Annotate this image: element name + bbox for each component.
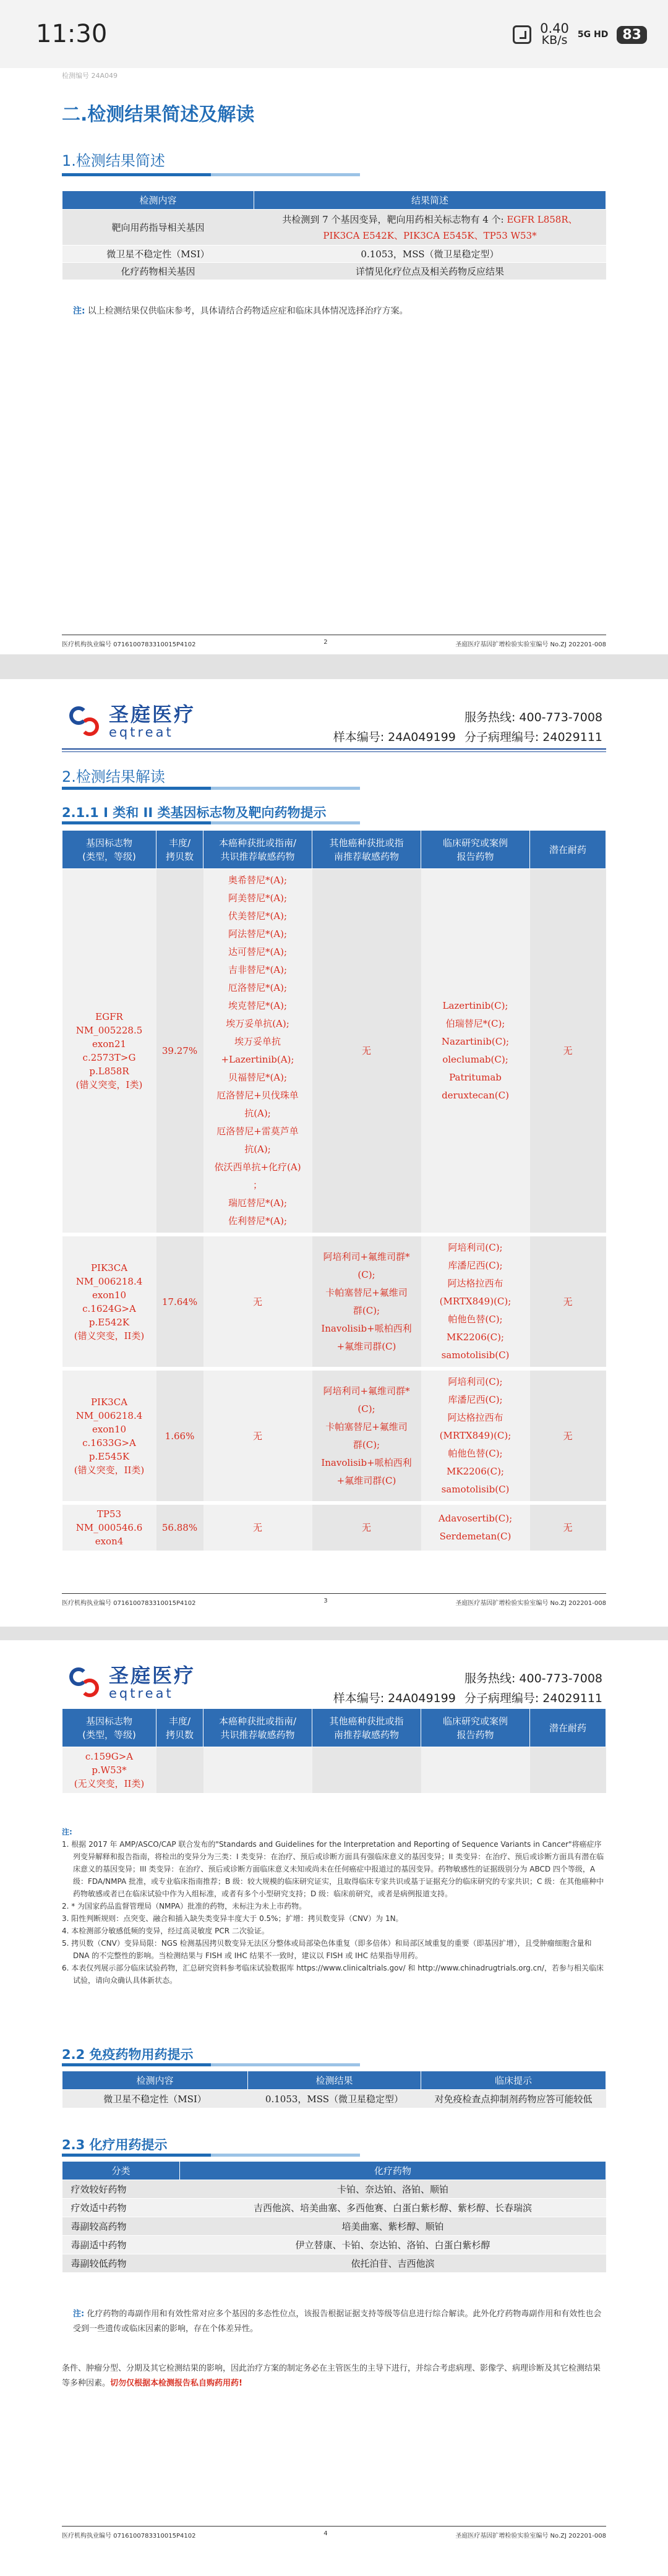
header-cell: 结果简述 xyxy=(254,191,606,210)
resistance-cell: 无 xyxy=(530,1503,606,1551)
header-divider xyxy=(62,748,606,750)
note-item: 1. 根据 2017 年 AMP/ASCO/CAP 联合发布的"Standards and Guidelines for the Interpretation and Reporting of Sequence Variants in Cancer"将癌症序列变异解释和报告指南，将检出的变异分为三类：I 类变异：在治疗、预后或诊断方面具有强临床意义的基因变异；II 类变异：在治疗、预后或诊断方面具有潜在临床意义的基因变异；III 类变异：在治疗、预后或诊断方面临床意义未知或尚未在任何癌症中报道过的基因变异。药物敏感性的证据级别分为 ABCD 四个等级，A 级：FDA/NMPA 批准，或专业临床指南推荐；B 级：较大规模的临床研究证实，且取得临床专家共识或基于证据充分的临床研究的专家共识；C 级：在其他癌种中药物敏感或者已在临床试验中作为入组标准，或者有多个小型研究支持；D 级：临床前研究，或者是病例报道支持。 xyxy=(62,1840,604,1898)
chemo-note: 注: 化疗药物的毒副作用和有效性常对应多个基因的多态性位点，该报告根据证据支持等级等信息进行综合解读。此外化疗药物毒副作用和有效性也会受到一些遗传或临床因素的影响，存在个体差异性。 xyxy=(73,2309,602,2334)
other-cancer-drugs-cell: 无 xyxy=(312,869,421,1235)
header-cell: 分类 xyxy=(62,2162,180,2180)
page-footer: 医疗机构执业编号 0716100783310015P4102 2 圣庭医疗基因扩增检验实验室编号 No.ZJ 202201-008 xyxy=(62,635,606,648)
signal-icon: 5G HD xyxy=(577,30,609,40)
same-cancer-drugs-cell: 奥希替尼*(A); 阿美替尼*(A); 伏美替尼*(A); 阿法替尼*(A); 达可替尼*(A); 吉非替尼*(A); 厄洛替尼*(A); 埃克替尼*(A); 埃万妥单抗(A); 埃万妥单抗 +Lazertinib(A); 贝福替尼*(A); 厄洛替尼+贝伐珠单 抗(A); 厄洛替尼+雷莫芦单 抗(A); 依沃西单抗+化疗(A) ； 瑞厄替尼*(A); 佐利替尼*(A); xyxy=(203,869,312,1235)
other-cancer-drugs-cell: 无 xyxy=(312,1503,421,1551)
resistance-cell: 无 xyxy=(530,1369,606,1503)
note-item: 5. 拷贝数（CNV）变异局限：NGS 检测基因拷贝数变异无法区分整体或局部染色体重复（即多倍体）和局部区域重复的重要（即基因扩增），且受肿瘤细胞含量和 DNA 的不完整性的影响。当检测结果与 FISH 或 IHC 结果不一致时，建议以 FISH 或 IHC 结果指导用药。 xyxy=(62,1939,592,1960)
abundance-cell: 39.27% xyxy=(156,869,203,1235)
alarm-icon xyxy=(513,25,531,44)
table-cell xyxy=(203,1747,312,1794)
table-row: 毒副较高药物 培美曲塞、紫杉醇、顺铂 xyxy=(62,2217,606,2236)
table-cell: 0.1053，MSS（微卫星稳定型） xyxy=(254,246,606,263)
table-row xyxy=(62,2090,606,2108)
logo-mark-icon xyxy=(67,1665,103,1701)
same-cancer-drugs-cell: 无 xyxy=(203,1369,312,1503)
disclaimer: 条件、肿瘤分型、分期及其它检测结果的影响，因此治疗方案的制定务必在主管医生的主导下进行，并综合考虑病理、影像学、病理诊断及其它检测结果等多种因素。切勿仅根据本检测报告私自购药用药! xyxy=(62,2364,601,2388)
status-bar xyxy=(0,0,668,68)
clinical-drugs-cell: 阿培利司(C); 库潘尼西(C); 阿达格拉西布 (MRTX849)(C); 帕他色替(C); MK2206(C); samotolisib(C) xyxy=(421,1235,530,1369)
status-icons xyxy=(513,21,647,48)
table-row xyxy=(62,246,606,263)
clinical-drugs-cell: 阿培利司(C); 库潘尼西(C); 阿达格拉西布 (MRTX849)(C); 帕他色替(C); MK2206(C); samotolisib(C) xyxy=(421,1369,530,1503)
header-cell: 潜在耐药 xyxy=(530,1709,606,1747)
page-footer: 医疗机构执业编号 0716100783310015P4102 4 圣庭医疗基因扩增检验实验室编号 No.ZJ 202201-008 xyxy=(62,2526,606,2540)
table-cell: 对免疫检查点抑制剂药物应答可能较低 xyxy=(421,2090,606,2108)
report-page-3 xyxy=(0,679,668,1627)
abundance-cell: 1.66% xyxy=(156,1369,203,1503)
company-logo: 圣庭医疗 eqtreat xyxy=(67,1665,195,1701)
chemo-table xyxy=(62,2161,606,2273)
header-cell: 基因标志物 (类型，等级) xyxy=(62,831,156,869)
network-speed: 0.40 KB/s xyxy=(540,21,569,47)
table-cell: 微卫星不稳定性（MSI） xyxy=(62,246,254,263)
table-row xyxy=(62,1747,606,1794)
table-row xyxy=(62,1503,606,1551)
header-cell: 其他癌种获批或指 南推荐敏感药物 xyxy=(312,1709,421,1747)
note-item: 4. 本检测部分敏感低频的变异，经过高灵敏度 PCR 二次验证。 xyxy=(62,1927,269,1935)
header-cell: 基因标志物 (类型，等级) xyxy=(62,1709,156,1747)
header-cell: 本癌种获批或指南/ 共识推荐敏感药物 xyxy=(203,1709,312,1747)
title-underline xyxy=(62,2063,360,2066)
header-cell: 临床研究或案例 报告药物 xyxy=(421,831,530,869)
gene-marker-cell: EGFR NM_005228.5 exon21 c.2573T>G p.L858R (错义突变，I类) xyxy=(62,869,156,1235)
gene-marker-table xyxy=(62,830,606,1551)
title-underline xyxy=(62,821,360,824)
other-cancer-drugs-cell: 阿培利司+氟维司群* (C); 卡帕塞替尼+氟维司 群(C); Inavolisib+哌柏西利 +氟维司群(C) xyxy=(312,1369,421,1503)
table-cell: 0.1053，MSS（微卫星稳定型） xyxy=(248,2090,421,2108)
table-cell: 靶向用药指导相关基因 xyxy=(62,210,254,246)
page-footer: 医疗机构执业编号 0716100783310015P4102 3 圣庭医疗基因扩增检验实验室编号 No.ZJ 202201-008 xyxy=(62,1593,606,1607)
table-cell xyxy=(530,1747,606,1794)
summary-table xyxy=(62,190,606,280)
table-row: 疗效适中药物 吉西他滨、培美曲塞、多西他赛、白蛋白紫杉醇、紫杉醇、长春瑞滨 xyxy=(62,2199,606,2217)
table-cell: 微卫星不稳定性（MSI） xyxy=(62,2090,248,2108)
gene-marker-cell: PIK3CA NM_006218.4 exon10 c.1624G>A p.E542K (错义突变，II类) xyxy=(62,1235,156,1369)
note-item: 6. 本表仅列展示部分临床试验药物，汇总研究资料参考临床试验数据库 https://www.clinicaltrials.gov/ 和 http://www.chinadrugtrials.org.cn/，若参与相关临床试验，请向众确认具体新状态。 xyxy=(62,1964,604,1985)
header-cell: 临床提示 xyxy=(421,2071,606,2090)
abundance-cell: 56.88% xyxy=(156,1503,203,1551)
subsection-title: 1.检测结果简述 xyxy=(62,152,165,169)
title-underline xyxy=(62,787,360,790)
header-cell: 本癌种获批或指南/ 共识推荐敏感药物 xyxy=(203,831,312,869)
gene-marker-cell: TP53 NM_000546.6 exon4 xyxy=(62,1503,156,1551)
report-header-info: 服务热线: 400-773-7008 样本编号: 24A049199 分子病理编号: 24029111 xyxy=(333,711,602,744)
battery-icon: 83 xyxy=(617,26,647,44)
header-cell: 潜在耐药 xyxy=(530,831,606,869)
same-cancer-drugs-cell: 无 xyxy=(203,1235,312,1369)
header-cell: 检测结果 xyxy=(248,2071,421,2090)
table-row: 毒副较低药物 依托泊苷、吉西他滨 xyxy=(62,2254,606,2273)
table-cell: 化疗药物相关基因 xyxy=(62,263,254,280)
table-row xyxy=(62,210,606,246)
notes-list: 注: 1. 根据 2017 年 AMP/ASCO/CAP 联合发布的"Standards and Guidelines for the Interpretation and Reporting of Sequence Variants in Cancer"将癌症序列变异解释和报告指南，将检出的变异分为三类：I 类变异：在治疗、预后或诊断方面具有强临床意义的基因变异；II 类变异：在治疗、预后或诊断方面具有潜在临床意义的基因变异；III 类变异：在治疗、预后或诊断方面临床意义未知或尚未在任何癌症中报道过的基因变异。药物敏感性的证据级别分为 ABCD 四个等级，A 级：FDA/NMPA 批准，或专业临床指南推荐；B 级：较大规模的临床研究证实，且取得临床专家共识或基于证据充分的临床研究的专家共识；C 级：在其他癌种中药物敏感或者已在临床试验中作为入组标准，或者有多个小型研究支持；D 级：临床前研究，或者是病例报道支持。 2. * 为国家药品监督管理局（NMPA）批准的药物，未标注为未上市药物。 3. 阳性判断规则：点突变、融合和插入缺失类变异丰度大于 0.5%；扩增：拷贝数变异（CNV）为 1N。 4. 本检测部分敏感低频的变异，经过高灵敏度 PCR 二次验证。 5. 拷贝数（CNV）变异局限：NGS 检测基因拷贝数变异无法区分整体或局部染色体重复（即多倍体）和局部区域重复的重要（即基因扩增），且受肿瘤细胞含量和 DNA 的不完整性的影响。当检测结果与 FISH 或 IHC 结果不一致时，建议以 FISH 或 IHC 结果指导用药。 6. 本表仅列展示部分临床试验药物，汇总研究资料参考临床试验数据库 https://www.clinicaltrials.gov/ 和 http://www.chinadrugtrials.org.cn/，若参与相关临床试验，请向众确认具体新状态。 xyxy=(62,1826,606,1987)
header-divider xyxy=(62,751,606,752)
gene-marker-cell: c.159G>A p.W53* (无义突变，II类) xyxy=(62,1747,156,1794)
header-cell: 检测内容 xyxy=(62,2071,248,2090)
section-title: 2.检测结果解读 xyxy=(62,768,165,785)
resistance-cell: 无 xyxy=(530,869,606,1235)
immune-table xyxy=(62,2071,606,2108)
gene-marker-table-continued xyxy=(62,1708,606,1794)
note-item: 2. * 为国家药品监督管理局（NMPA）批准的药物，未标注为未上市药物。 xyxy=(62,1902,307,1911)
abundance-cell: 17.64% xyxy=(156,1235,203,1369)
header-cell: 丰度/ 拷贝数 xyxy=(156,831,203,869)
header-cell: 检测内容 xyxy=(62,191,254,210)
table-cell: 详情见化疗位点及相关药物反应结果 xyxy=(254,263,606,280)
resistance-cell: 无 xyxy=(530,1235,606,1369)
status-time: 11:30 xyxy=(36,20,108,48)
clinical-drugs-cell: Adavosertib(C); Serdemetan(C) xyxy=(421,1503,530,1551)
subsection-title: 2.3 化疗用药提示 xyxy=(62,2137,168,2152)
subsection-title: 2.2 免疫药物用药提示 xyxy=(62,2047,194,2062)
table-cell xyxy=(312,1747,421,1794)
section-title: 二.检测结果简述及解读 xyxy=(62,104,255,126)
same-cancer-drugs-cell: 无 xyxy=(203,1503,312,1551)
table-row xyxy=(62,1235,606,1369)
company-logo: 圣庭医疗 eqtreat xyxy=(67,704,195,740)
summary-note: 注: 以上检测结果仅供临床参考，具体请结合药物适应症和临床具体情况选择治疗方案。 xyxy=(73,306,408,316)
table-row: 疗效较好药物 卡铂、奈达铂、洛铂、顺铂 xyxy=(62,2180,606,2199)
clinical-drugs-cell: Lazertinib(C); 伯瑞替尼*(C); Nazartinib(C); oleclumab(C); Patritumab deruxtecan(C) xyxy=(421,869,530,1235)
report-header-info: 服务热线: 400-773-7008 样本编号: 24A049199 分子病理编号: 24029111 xyxy=(333,1672,602,1705)
note-item: 3. 阳性判断规则：点突变、融合和插入缺失类变异丰度大于 0.5%；扩增：拷贝数变异（CNV）为 1N。 xyxy=(62,1914,403,1923)
header-cell: 临床研究或案例 报告药物 xyxy=(421,1709,530,1747)
table-cell xyxy=(156,1747,203,1794)
header-cell: 其他癌种获批或指 南推荐敏感药物 xyxy=(312,831,421,869)
table-row xyxy=(62,263,606,280)
gene-marker-cell: PIK3CA NM_006218.4 exon10 c.1633G>A p.E545K (错义突变，II类) xyxy=(62,1369,156,1503)
other-cancer-drugs-cell: 阿培利司+氟维司群* (C); 卡帕塞替尼+氟维司 群(C); Inavolisib+哌柏西利 +氟维司群(C) xyxy=(312,1235,421,1369)
table-row xyxy=(62,1369,606,1503)
clipped-header-text: 检测编号 24A049 xyxy=(62,72,118,80)
table-row: 毒副适中药物 伊立替康、卡铂、奈达铂、洛铂、白蛋白紫杉醇 xyxy=(62,2236,606,2254)
table-cell: 共检测到 7 个基因变异，靶向用药相关标志物有 4 个: EGFR L858R、 PIK3CA E542K、PIK3CA E545K、TP53 W53* xyxy=(254,210,606,246)
title-underline xyxy=(62,173,360,176)
logo-mark-icon xyxy=(67,704,103,740)
table-row xyxy=(62,869,606,1235)
report-page-2 xyxy=(0,68,668,654)
header-cell: 丰度/ 拷贝数 xyxy=(156,1709,203,1747)
subsection-title: 2.1.1 I 类和 II 类基因标志物及靶向药物提示 xyxy=(62,805,327,820)
report-page-4 xyxy=(0,1640,668,2576)
header-cell: 化疗药物 xyxy=(180,2162,606,2180)
table-cell xyxy=(421,1747,530,1794)
title-underline xyxy=(62,2154,360,2157)
